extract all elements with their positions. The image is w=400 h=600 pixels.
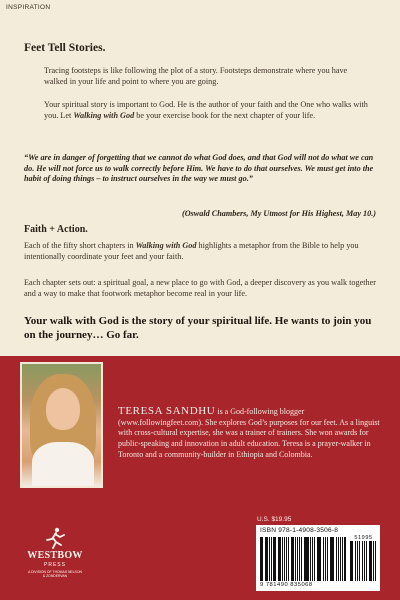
barcode-bar (376, 541, 377, 581)
publisher-sub: PRESS (44, 562, 66, 568)
barcode (256, 525, 380, 591)
paragraph-chapter-sets-out: Each chapter sets out: a spiritual goal, a new place to go with God, a deeper discovery as you walk together and a way to make that footwork metaphor become real in your life. (24, 278, 376, 298)
heading-feet-tell-stories: Feet Tell Stories. (24, 42, 106, 54)
runner-icon (44, 527, 66, 549)
publisher-division (20, 570, 90, 579)
isbn-label: ISBN 978-1-4908-3506-8 (260, 527, 339, 534)
callout-text: Your walk with God is the story of your spiritual life. He wants to join you on the journey… Go far. (24, 315, 372, 341)
author-name: TERESA SANDHU (118, 405, 216, 417)
price-label: U.S. $19.95 (257, 516, 292, 523)
paragraph-spiritual-story: Your spiritual story is important to God. He is the author of your faith and the One who walks with you. Let Walking with God be your exercise book for the next chapter of your life. (44, 100, 368, 120)
quote-source: (Oswald Chambers, My Utmost for His Highest, May 10.) (181, 209, 376, 218)
addon-digits: 51995 (354, 535, 373, 541)
author-bio (118, 406, 380, 461)
publisher-name: WESTBOW (27, 550, 83, 561)
author-bio-text: is a God-following blogger (www.followingfeet.com). She explores God’s purposes for our feet. As a linguist with cross-cultural expertise, she was a trainer of trainers. She won awards for public-speaking and innovation in adult education. Teresa is a prayer-walker in Toronto and a community-builder in Ethiopia and Colombia. (118, 407, 380, 459)
publisher-division-line1: A DIVISION OF THOMAS NELSON (28, 570, 82, 574)
publisher-division-line2: & ZONDERVAN (42, 574, 68, 579)
quote-text: “We are in danger of forgetting that we cannot do what God does, and that God will not do what we can do. He will not force us to walk correctly before Him. We have to do that ourselves. We must get into the habit of doing things – to instruct ourselves in the way we must go.” (24, 153, 374, 184)
publisher-logo (20, 527, 90, 597)
author-photo (20, 362, 103, 488)
book-title-emphasis: Walking with God (135, 241, 197, 250)
ean-digits: 9 781490 835068 (260, 582, 313, 588)
photo-face-shape (46, 388, 80, 430)
addon-bars (350, 541, 377, 581)
paragraph-fifty-chapters: Each of the fifty short chapters in Walking with God highlights a metaphor from the Bible to help you intentionally coordinate your feet and your faith. (24, 241, 359, 261)
barcode-bar (346, 537, 347, 581)
book-title-emphasis: Walking with God (73, 110, 135, 120)
photo-body-shape (32, 442, 94, 488)
category-label: INSPIRATION (6, 4, 51, 11)
paragraph-footsteps: Tracing footsteps is like following the plot of a story. Footsteps demonstrate where you have walked in your life and point to where you are going. (44, 66, 348, 86)
heading-faith-action: Faith + Action. (24, 224, 88, 235)
ean-bars (260, 537, 346, 581)
